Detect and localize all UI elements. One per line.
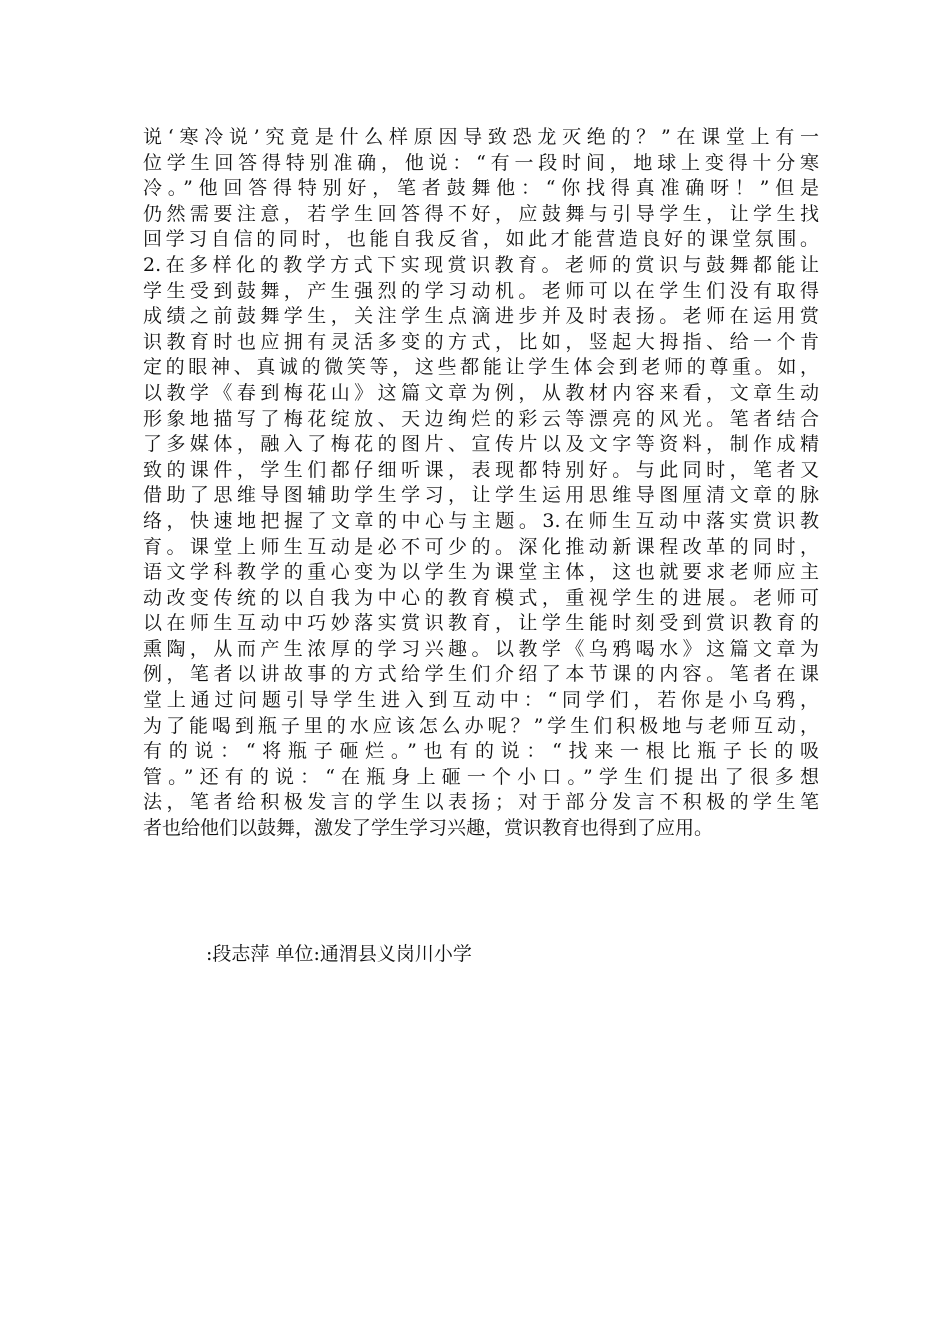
text-line: 位学生回答得特别准确，他说：“有一段时间，地球上变得十分寒 bbox=[143, 151, 819, 174]
text-line: 有的说：“将瓶子砸烂。”也有的说：“找来一根比瓶子长的吸 bbox=[143, 740, 819, 763]
text-line: 语文学科教学的重心变为以学生为课堂主体，这也就要求老师应主 bbox=[143, 561, 819, 584]
text-line: 络，快速地把握了文章的中心与主题。3.在师生互动中落实赏识教 bbox=[143, 509, 819, 532]
text-line: 借助了思维导图辅助学生学习，让学生运用思维导图厘清文章的脉 bbox=[143, 484, 819, 507]
text-line: 2.在多样化的教学方式下实现赏识教育。老师的赏识与鼓舞都能让 bbox=[143, 253, 819, 276]
text-line: 管。”还有的说：“在瓶身上砸一个小口。”学生们提出了很多想 bbox=[143, 765, 819, 788]
text-line: 回学习自信的同时，也能自我反省，如此才能营造良好的课堂氛围。 bbox=[143, 228, 819, 251]
text-line: 例，笔者以讲故事的方式给学生们介绍了本节课的内容。笔者在课 bbox=[143, 663, 819, 686]
text-line: 以在师生互动中巧妙落实赏识教育，让学生能时刻受到赏识教育的 bbox=[143, 612, 819, 635]
text-line: 定的眼神、真诚的微笑等，这些都能让学生体会到老师的尊重。如， bbox=[143, 356, 819, 379]
text-line: 形象地描写了梅花绽放、天边绚烂的彩云等漂亮的风光。笔者结合 bbox=[143, 407, 819, 430]
text-line: 动改变传统的以自我为中心的教育模式，重视学生的进展。老师可 bbox=[143, 586, 819, 609]
text-line: 冷。”他回答得特别好，笔者鼓舞他：“你找得真准确呀！”但是 bbox=[143, 177, 819, 200]
body-paragraph bbox=[143, 125, 819, 842]
text-line: 者也给他们以鼓舞，激发了学生学习兴趣，赏识教育也得到了应用。 bbox=[143, 817, 714, 840]
text-line: 育。课堂上师生互动是必不可少的。深化推动新课程改革的同时， bbox=[143, 535, 819, 558]
text-line: 以教学《春到梅花山》这篇文章为例，从教材内容来看，文章生动 bbox=[143, 381, 819, 404]
text-line: 堂上通过问题引导学生进入到互动中：“同学们，若你是小乌鸦， bbox=[143, 689, 819, 712]
text-line: 学生受到鼓舞，产生强烈的学习动机。老师可以在学生们没有取得 bbox=[143, 279, 819, 302]
text-line: 熏陶，从而产生浓厚的学习兴趣。以教学《乌鸦喝水》这篇文章为 bbox=[143, 637, 819, 660]
text-line: 了多媒体，融入了梅花的图片、宣传片以及文字等资料，制作成精 bbox=[143, 433, 819, 456]
text-line: 为了能喝到瓶子里的水应该怎么办呢？”学生们积极地与老师互动， bbox=[143, 714, 819, 737]
author-affiliation: :段志萍 单位:通渭县义岗川小学 bbox=[206, 943, 472, 965]
text-line: 法，笔者给积极发言的学生以表扬；对于部分发言不积极的学生笔 bbox=[143, 791, 819, 814]
text-line: 成绩之前鼓舞学生，关注学生点滴进步并及时表扬。老师在运用赏 bbox=[143, 305, 819, 328]
text-line: 仍然需要注意，若学生回答得不好，应鼓舞与引导学生，让学生找 bbox=[143, 202, 819, 225]
text-line: 识教育时也应拥有灵活多变的方式，比如，竖起大拇指、给一个肯 bbox=[143, 330, 819, 353]
text-line: 致的课件，学生们都仔细听课，表现都特别好。与此同时，笔者又 bbox=[143, 458, 819, 481]
text-line: 说‘寒冷说’究竟是什么样原因导致恐龙灭绝的？”在课堂上有一 bbox=[143, 126, 819, 148]
